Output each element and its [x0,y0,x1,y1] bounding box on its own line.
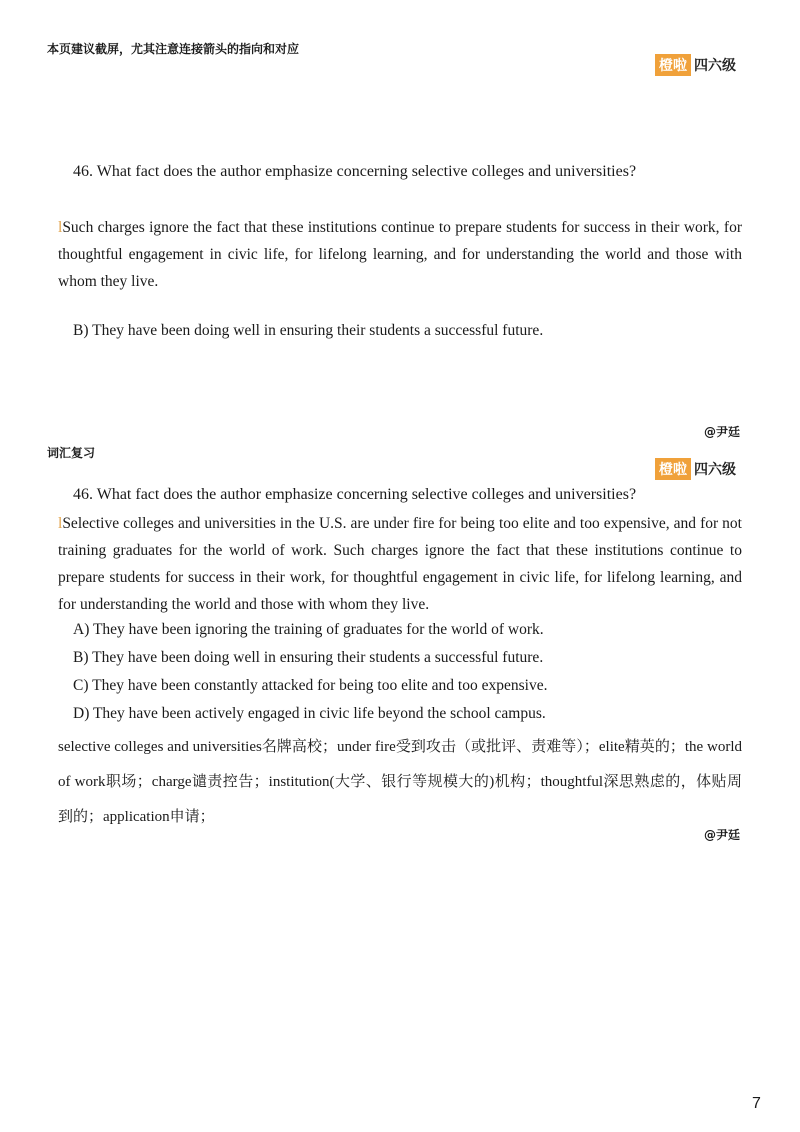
passage-marker: l [58,219,63,236]
answer-1: B) They have been doing well in ensuring their students a successful future. [73,322,544,339]
vocab-notes: selective colleges and universities名牌高校；under fire受到攻击（或批评、责难等）；elite精英的；the world of work职场；charge谴责控告；institution(大学、银行等规模大的)机构；thoughtful深思熟虑的，体贴周到的；application申请； [58,739,742,825]
brand-badge: 橙啦 [655,458,691,480]
brand-text: 四六级 [694,462,736,478]
signature-2: @尹廷 [704,828,741,842]
passage-marker: l [58,515,63,532]
signature-1: @尹廷 [704,425,741,439]
passage-1 [58,214,742,295]
passage-text: Such charges ignore the fact that these institutions continue to prepare students for success in their work, for thoughtful engagement in civic life, for lifelong learning, and for understanding the world and those with whom they live. [58,219,742,290]
brand-logo-2 [655,458,736,480]
option-d: D) They have been actively engaged in civic life beyond the school campus. [73,705,546,722]
question-1: 46. What fact does the author emphasize concerning selective colleges and universities? [73,163,637,180]
passage-text: Selective colleges and universities in the U.S. are under fire for being too elite and too expensive, and for not training graduates for the world of work. Such charges ignore the fact that these institutions continue to prepare students for success in their work, for thoughtful engagement in civic life, for lifelong learning, and for understanding the world and those with whom they live. [58,515,742,613]
question-2: 46. What fact does the author emphasize concerning selective colleges and universities? [73,486,637,503]
option-a: A) They have been ignoring the training of graduates for the world of work. [73,621,544,638]
option-c: C) They have been constantly attacked for being too elite and too expensive. [73,677,548,694]
brand-logo [655,54,736,76]
page-number: 7 [752,1095,761,1112]
passage-2 [58,510,742,618]
brand-text: 四六级 [694,58,736,74]
option-b: B) They have been doing well in ensuring their students a successful future. [73,649,544,666]
header-note: 本页建议截屏，尤其注意连接箭头的指向和对应 [47,42,300,56]
brand-badge: 橙啦 [655,54,691,76]
section-label: 词汇复习 [47,446,96,460]
